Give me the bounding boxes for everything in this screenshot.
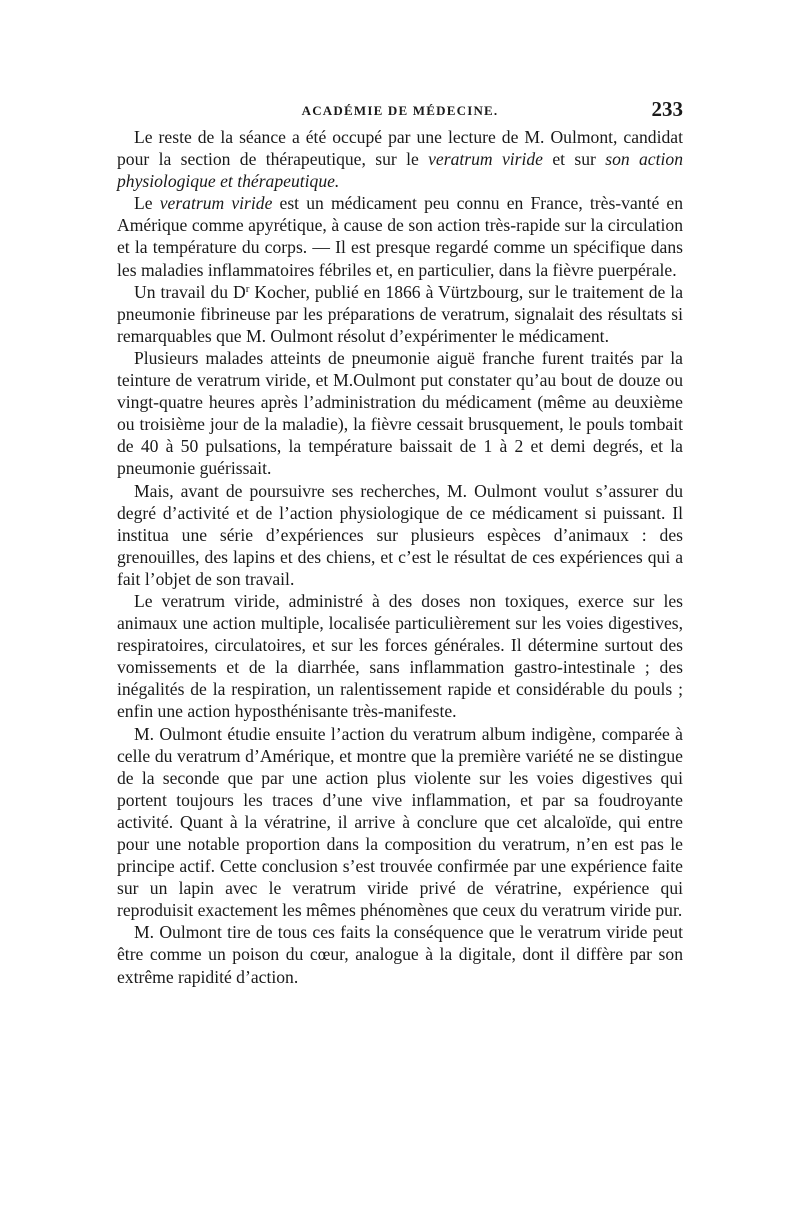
italic-run: veratrum viride: [428, 149, 543, 170]
italic-run: veratrum viride: [159, 193, 273, 214]
paragraph: [117, 126, 683, 192]
paragraph: [117, 480, 683, 590]
paragraph: [117, 590, 683, 723]
text-run: Mais, avant de poursuivre ses recherches, M. Oulmont voulut s’assurer du degré d’activité et de l’action physiologique de ce médicament si puissant. Il institua une série d’expériences sur plusieurs espèces d’animaux : des grenouilles, des lapins et des chiens, et c’est le résultat de ces expériences qui a fait l’objet de son travail.: [117, 480, 683, 589]
body-text: [117, 126, 683, 988]
text-run: M. Oulmont étudie ensuite l’action du veratrum album indigène, comparée à celle du veratrum d’Amérique, et montre que la première variété ne se distingue de la seconde que par une action plus violente sur les voies digestives qui portent toujours les traces d’une vive inflammation, et par sa foudroyante activité. Quant à la vératrine, il arrive à conclure que cet alcaloïde, qui entre pour une notable proportion dans la composition du veratrum, n’en est pas le principe actif. Cette conclusion s’est trouvée confirmée par une expérience faite sur un lapin avec le veratrum viride privé de vératrine, expérience qui reproduisit exactement les mêmes phénomènes que ceux du veratrum viride pur.: [117, 723, 683, 921]
running-head: [117, 97, 683, 125]
text-run: et sur: [543, 149, 606, 170]
text-run: Un travail du D: [134, 281, 246, 302]
paragraph: [117, 347, 683, 480]
italic-run: son action physiologique et thérapeutique.: [117, 149, 683, 192]
paragraph: [117, 723, 683, 922]
text-run: est un médicament peu connu en France, très-vanté en Amérique comme apyrétique, à cause de son action très-rapide sur la circulation et la température du corps. — Il est presque regardé comme un spécifique dans les maladies inflammatoires fébriles et, en particulier, dans la fièvre puerpérale.: [117, 193, 684, 280]
text-run: Le veratrum viride, administré à des doses non toxiques, exerce sur les animaux une action multiple, localisée particulièrement sur les voies digestives, respiratoires, circulatoires, et sur les forces générales. Il détermine surtout des vomissements et de la diarrhée, sans inflammation gastro-intestinale ; des inégalités de la respiration, un ralentissement rapide et considérable du pouls ; enfin une action hyposthénisante très-manifeste.: [117, 590, 683, 722]
page-number: 233: [651, 97, 683, 121]
text-run: M. Oulmont tire de tous ces faits la conséquence que le veratrum viride peut être comme un poison du cœur, analogue à la digitale, dont il diffère par son extrême rapidité d’action.: [117, 922, 683, 987]
paragraph: [117, 192, 683, 280]
paragraph: [117, 281, 683, 347]
running-title: ACADÉMIE DE MÉDECINE.: [301, 103, 499, 118]
text-run: Plusieurs malades atteints de pneumonie aiguë franche furent traités par la teinture de veratrum viride, et M.Oulmont put constater qu’au bout de douze ou vingt-quatre heures après l’administration du médicament (même au deuxième ou troisième jour de la maladie), la fièvre cessait brusquement, le pouls tombait de 40 à 50 pulsations, la température baissait de 1 à 2 et demi degrés, et la pneumonie guérissait.: [117, 347, 683, 479]
paragraph: [117, 921, 683, 987]
superscript-run: r: [245, 282, 250, 295]
text-run: Le: [134, 193, 160, 214]
text-run: Le reste de la séance a été occupé par une lecture de M. Oulmont, candidat pour la section de thérapeutique, sur le: [117, 127, 683, 170]
text-run: Kocher, publié en 1866 à Vürtzbourg, sur le traitement de la pneumonie fibrineuse par les préparations de veratrum, signalait des résultats si remarquables que M. Oulmont résolut d’expérimenter le médicament.: [117, 281, 684, 346]
